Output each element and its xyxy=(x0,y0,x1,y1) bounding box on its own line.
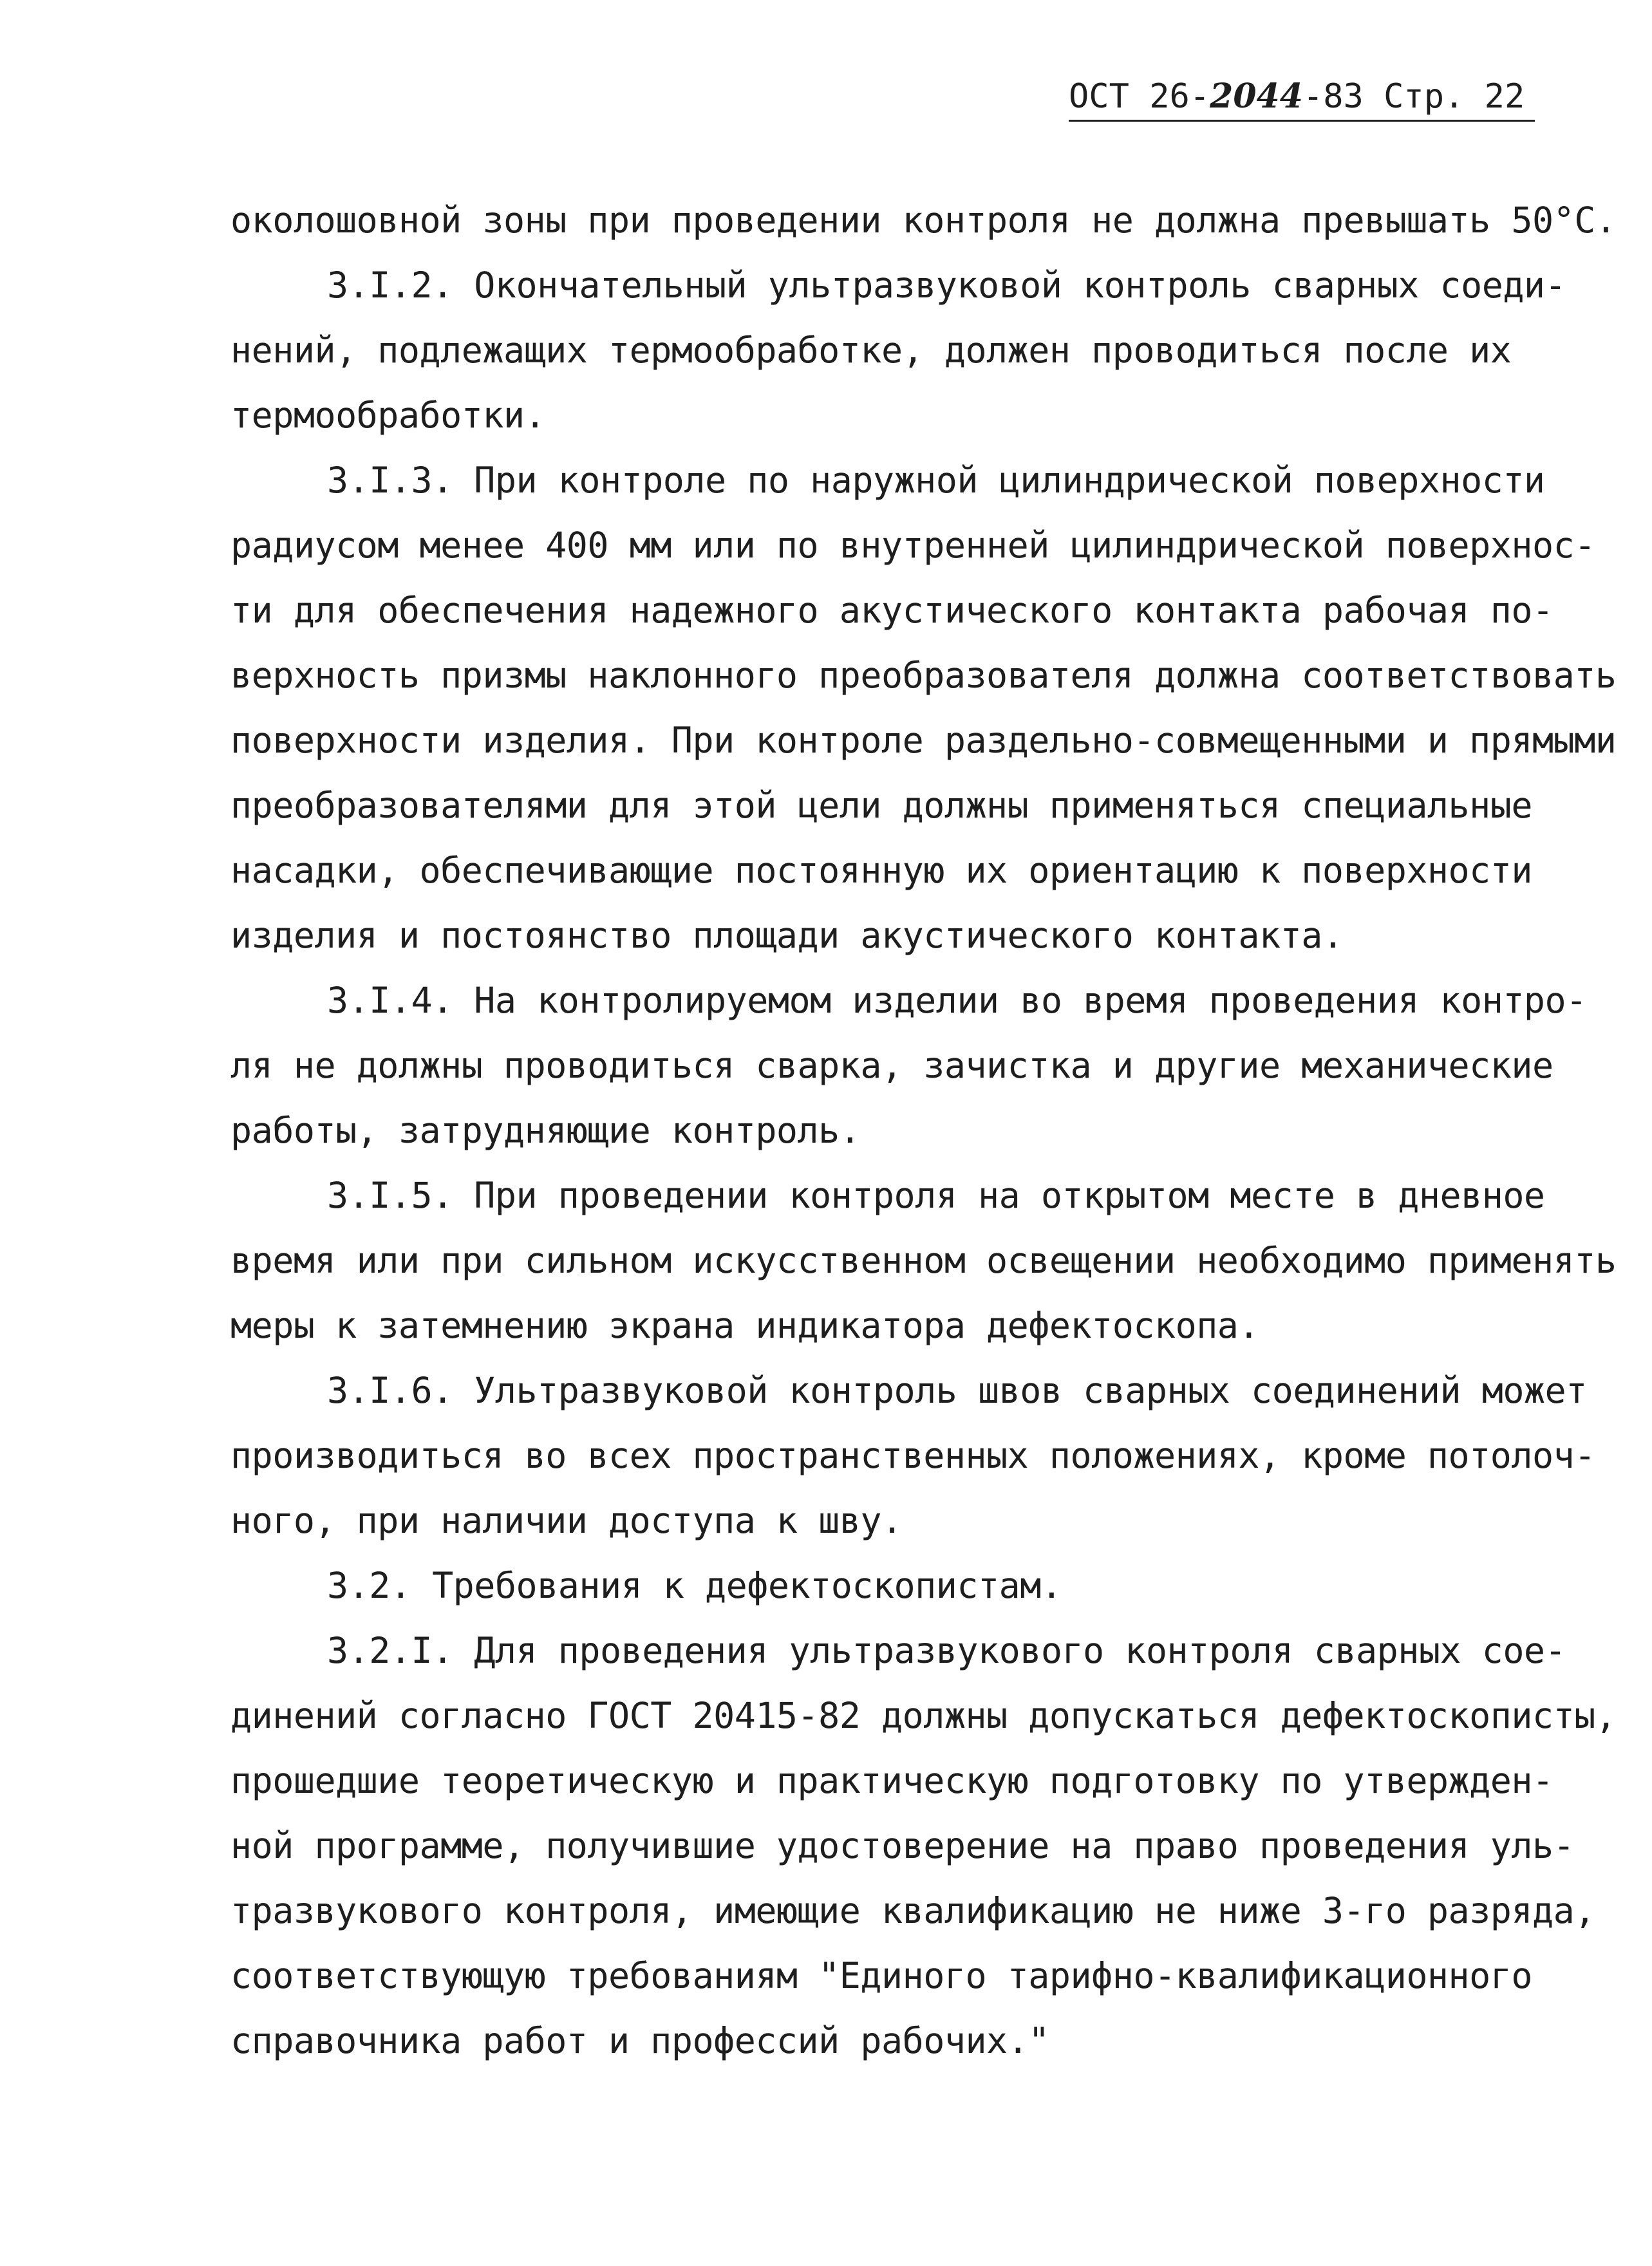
text-line: верхность призмы наклонного преобразователя должна соответствовать xyxy=(230,655,1617,696)
text-line: околошовной зоны при проведении контроля не должна превышать 50°С. xyxy=(230,200,1617,241)
text-line: 3.I.2. Окончательный ультразвуковой контроль сварных соеди- xyxy=(327,265,1566,306)
text-line: нений, подлежащих термообработке, должен проводиться после их xyxy=(230,330,1512,371)
text-line: 3.2.I. Для проведения ультразвукового контроля сварных сое- xyxy=(327,1630,1566,1671)
body-text xyxy=(230,188,1617,2074)
text-line: поверхности изделия. При контроле раздельно-совмещенными и прямыми xyxy=(230,720,1617,761)
standard-number-handwritten: 2044 xyxy=(1210,77,1303,116)
text-line: насадки, обеспечивающие постоянную их ориентацию к поверхности xyxy=(230,850,1532,891)
text-line: термообработки. xyxy=(230,395,546,436)
text-line: радиусом менее 400 мм или по внутренней цилиндрической поверхнос- xyxy=(230,525,1595,566)
text-line: справочника работ и профессий рабочих." xyxy=(230,2020,1049,2061)
text-line: время или при сильном искусственном освещении необходимо применять xyxy=(230,1240,1617,1281)
text-line: 3.I.4. На контролируемом изделии во время проведения контро- xyxy=(327,980,1587,1021)
text-line: 3.I.3. При контроле по наружной цилиндрической поверхности xyxy=(327,460,1545,501)
page-header xyxy=(1069,76,1535,122)
text-line: тразвукового контроля, имеющие квалификацию не ниже 3-го разряда, xyxy=(230,1890,1595,1931)
text-line: преобразователями для этой цели должны применяться специальные xyxy=(230,785,1532,826)
text-line: ля не должны проводиться сварка, зачистка и другие механические xyxy=(230,1045,1553,1086)
text-line: 3.2. Требования к дефектоскопистам. xyxy=(327,1565,1062,1606)
header-suffix: -83 Стр. 22 xyxy=(1302,77,1525,116)
text-line: ти для обеспечения надежного акустического контакта рабочая по- xyxy=(230,590,1553,631)
text-line: ного, при наличии доступа к шву. xyxy=(230,1500,903,1541)
text-line: прошедшие теоретическую и практическую подготовку по утвержден- xyxy=(230,1760,1553,1801)
text-line: изделия и постоянство площади акустического контакта. xyxy=(230,915,1344,956)
header-prefix: ОСТ 26- xyxy=(1069,77,1210,116)
text-line: динений согласно ГОСТ 20415-82 должны допускаться дефектоскописты, xyxy=(230,1695,1617,1736)
text-line: меры к затемнению экрана индикатора дефектоскопа. xyxy=(230,1305,1260,1346)
text-line: работы, затрудняющие контроль. xyxy=(230,1110,861,1151)
text-line: соответствующую требованиям "Единого тарифно-квалификационного xyxy=(230,1955,1532,1996)
text-line: производиться во всех пространственных положениях, кроме потолоч- xyxy=(230,1435,1595,1476)
text-line: ной программе, получившие удостоверение на право проведения уль- xyxy=(230,1825,1575,1866)
text-line: 3.I.6. Ультразвуковой контроль швов сварных соединений может xyxy=(327,1370,1587,1411)
text-line: 3.I.5. При проведении контроля на открытом месте в дневное xyxy=(327,1175,1545,1216)
